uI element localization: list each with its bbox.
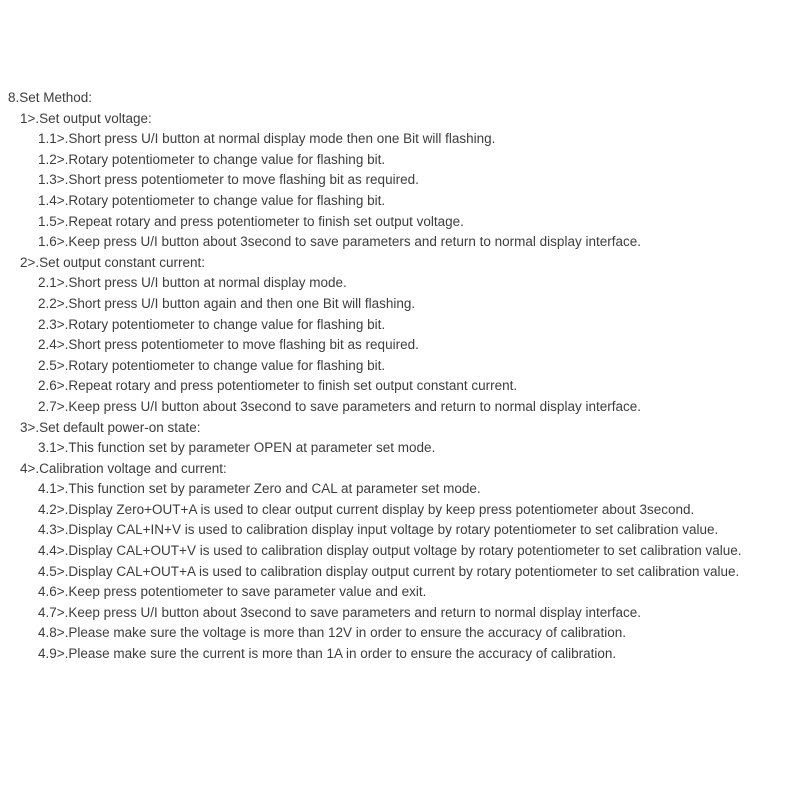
- doc-line: 2.3>.Rotary potentiometer to change value for flashing bit.: [38, 316, 386, 332]
- doc-line: 1>.Set output voltage:: [20, 110, 152, 126]
- doc-line: 2.5>.Rotary potentiometer to change value for flashing bit.: [38, 357, 386, 373]
- doc-line: 2.4>.Short press potentiometer to move flashing bit as required.: [38, 337, 419, 353]
- doc-line: 1.1>.Short press U/I button at normal display mode then one Bit will flashing.: [38, 131, 496, 147]
- doc-line: 2.2>.Short press U/I button again and then one Bit will flashing.: [38, 295, 416, 311]
- doc-line: 4.9>.Please make sure the current is more than 1A in order to ensure the accuracy of calibration.: [38, 646, 617, 662]
- doc-line: 2.1>.Short press U/I button at normal display mode.: [38, 275, 347, 291]
- doc-line: 4.5>.Display CAL+OUT+A is used to calibration display output current by rotary potentiometer to set calibration value.: [38, 563, 740, 579]
- doc-line: 1.4>.Rotary potentiometer to change value for flashing bit.: [38, 192, 386, 208]
- doc-line: 4>.Calibration voltage and current:: [20, 460, 227, 476]
- doc-line: 4.1>.This function set by parameter Zero and CAL at parameter set mode.: [38, 481, 481, 497]
- doc-line: 2>.Set output constant current:: [20, 254, 205, 270]
- doc-line: 3>.Set default power-on state:: [20, 419, 201, 435]
- doc-line: 4.4>.Display CAL+OUT+V is used to calibration display output voltage by rotary potentiometer to set calibration value.: [38, 543, 742, 559]
- doc-line: 1.6>.Keep press U/I button about 3second to save parameters and return to normal display interface.: [38, 234, 641, 250]
- doc-title-line: 8.Set Method:: [8, 90, 93, 105]
- doc-line: 4.8>.Please make sure the voltage is more than 12V in order to ensure the accuracy of calibration.: [38, 625, 626, 641]
- doc-line: 2.7>.Keep press U/I button about 3second to save parameters and return to normal display interface.: [38, 398, 641, 414]
- doc-line: 1.2>.Rotary potentiometer to change value for flashing bit.: [38, 151, 386, 167]
- doc-line: 1.5>.Repeat rotary and press potentiometer to finish set output voltage.: [38, 213, 464, 229]
- doc-line: 4.3>.Display CAL+IN+V is used to calibration display input voltage by rotary potentiometer to set calibration value.: [38, 522, 719, 538]
- instruction-list: [8, 88, 796, 665]
- doc-line: 1.3>.Short press potentiometer to move flashing bit as required.: [38, 172, 419, 188]
- doc-line: 4.6>.Keep press potentiometer to save parameter value and exit.: [38, 584, 427, 600]
- doc-line: 4.2>.Display Zero+OUT+A is used to clear output current display by keep press potentiometer about 3second.: [38, 501, 695, 517]
- doc-line: 2.6>.Repeat rotary and press potentiometer to finish set output constant current.: [38, 378, 518, 394]
- doc-line: 4.7>.Keep press U/I button about 3second to save parameters and return to normal display interface.: [38, 604, 641, 620]
- doc-line: 3.1>.This function set by parameter OPEN at parameter set mode.: [38, 440, 436, 456]
